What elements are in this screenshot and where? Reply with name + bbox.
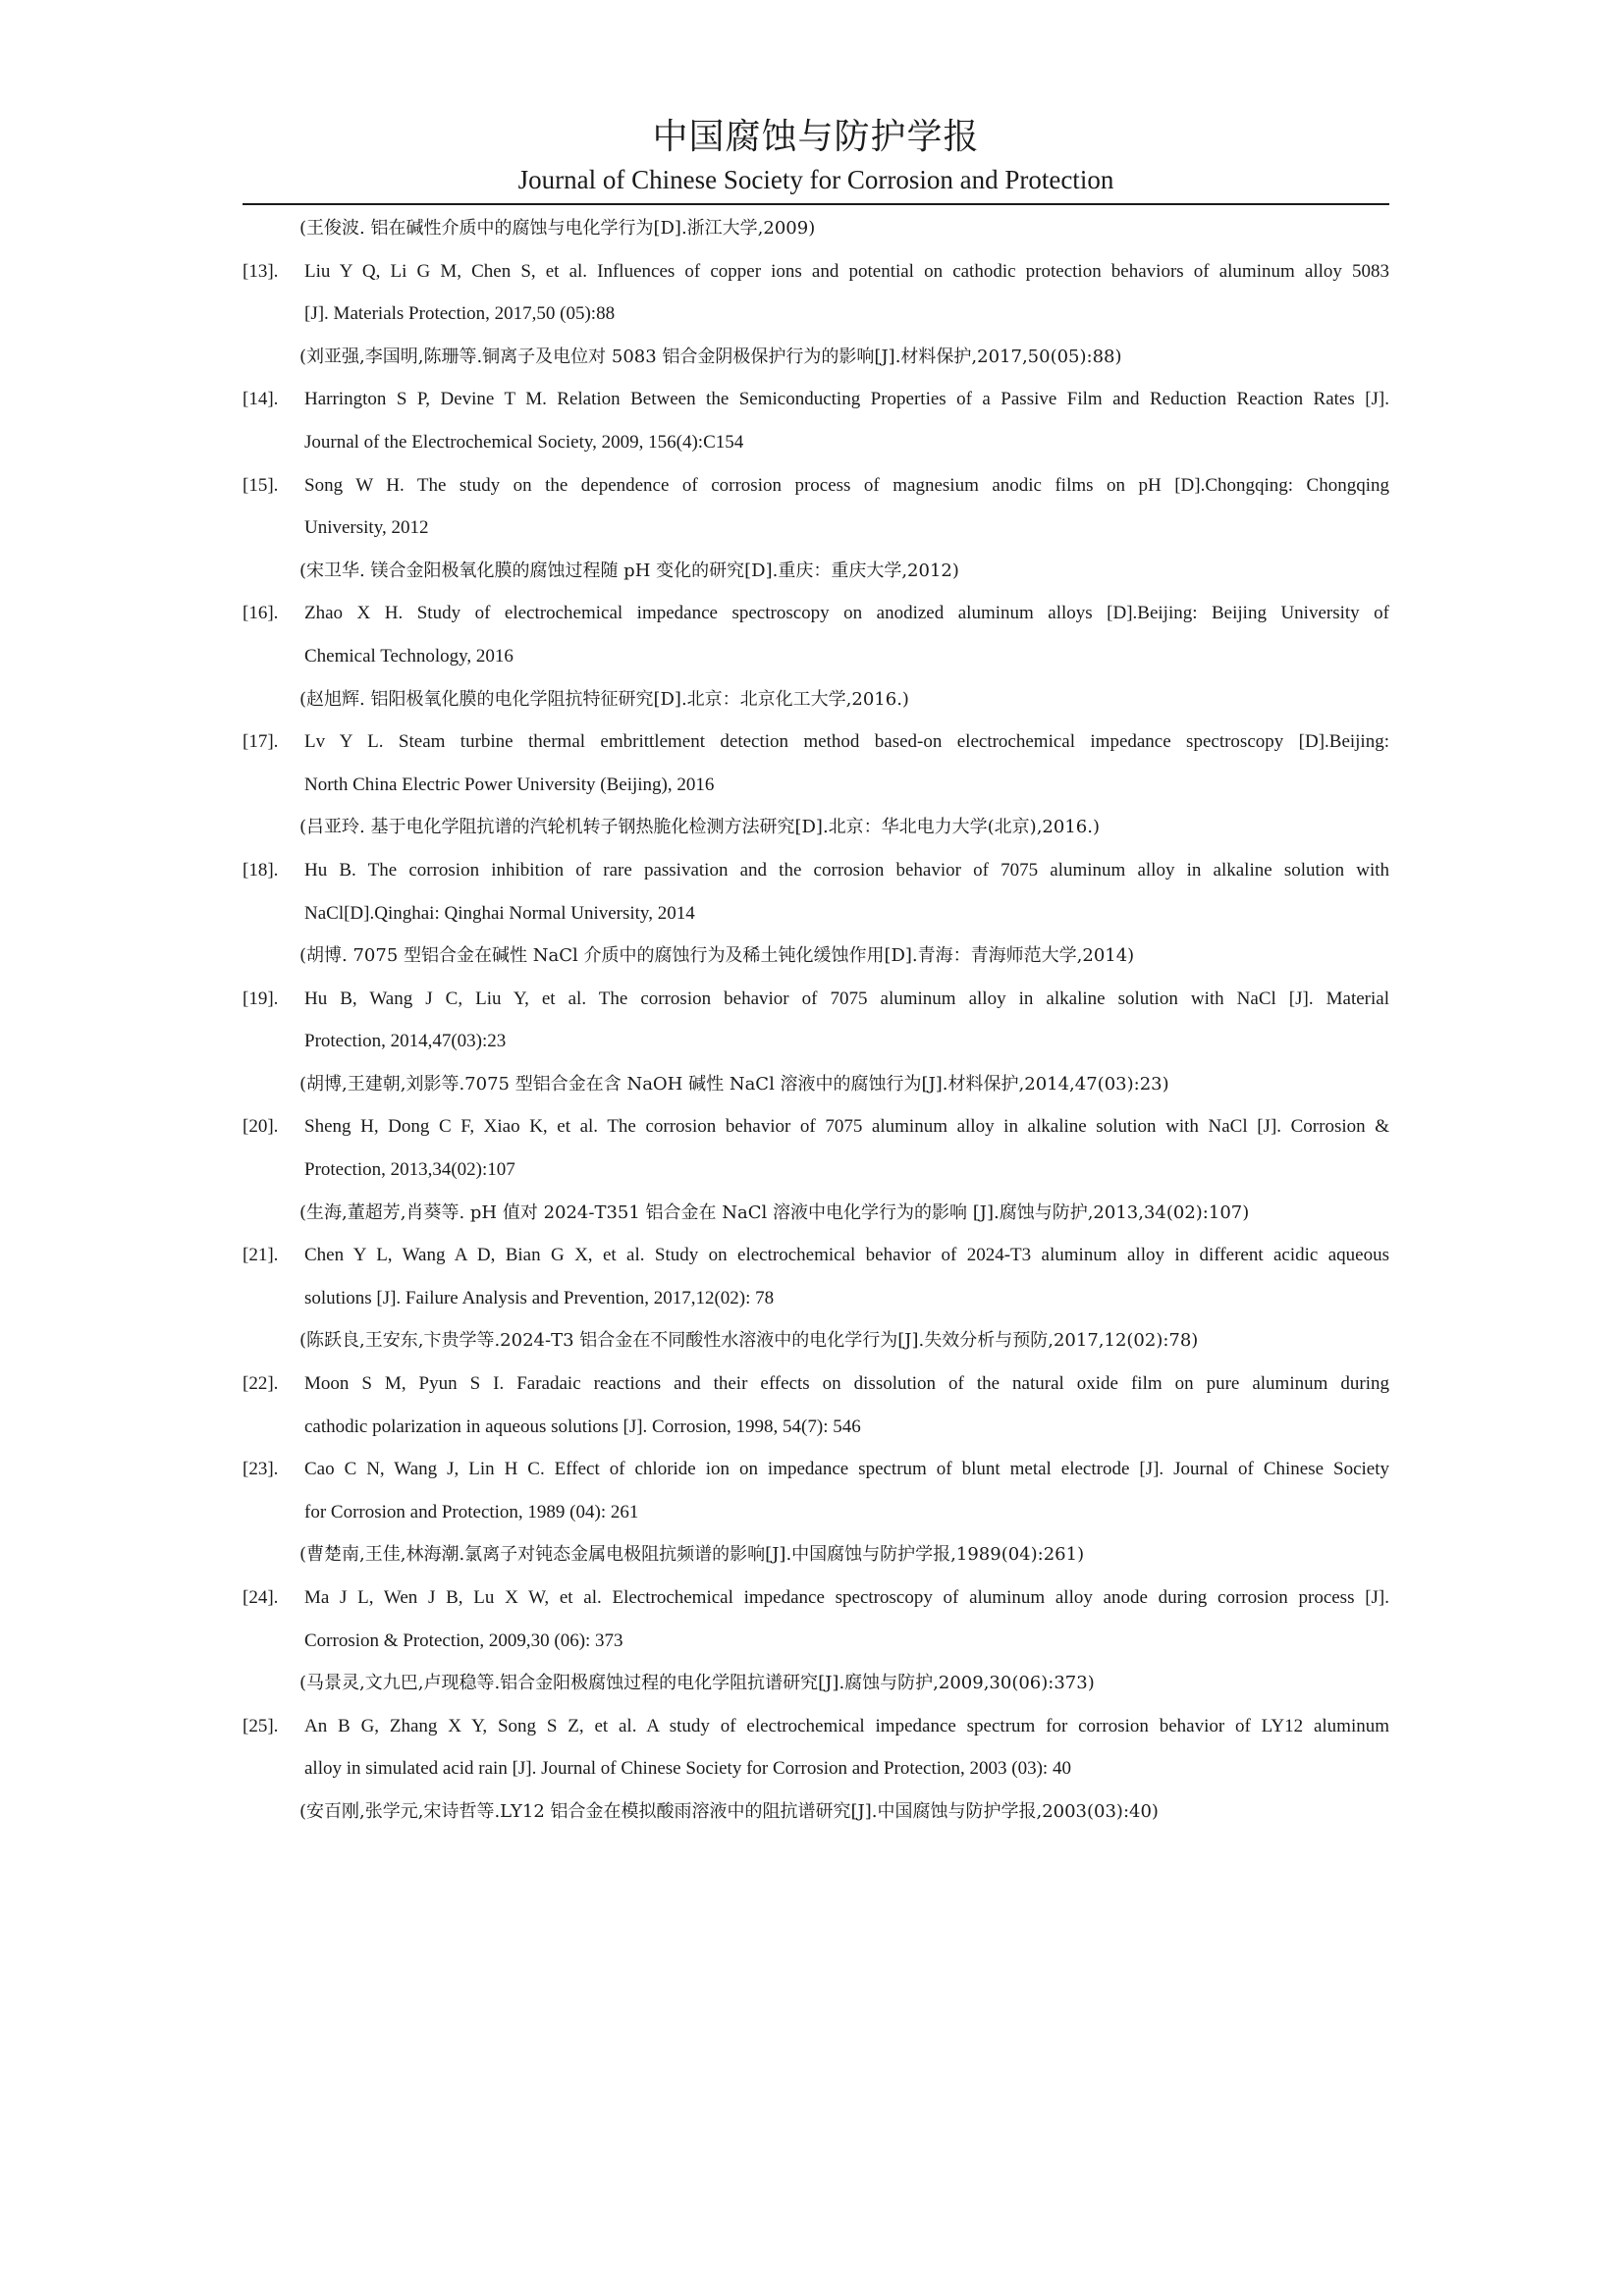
reference-entries bbox=[243, 257, 1391, 1826]
reference-chinese-translation: (吕亚玲. 基于电化学阻抗谱的汽轮机转子钢热脆化检测方法研究[D].北京：华北电力大学(北京),2016.) bbox=[299, 817, 1100, 838]
reference-first-line bbox=[243, 599, 1391, 627]
reference-first-line bbox=[243, 257, 1391, 286]
reference-chinese-translation: (曹楚南,王佳,林海潮.氯离子对钝态金属电极阻抗频谱的影响[J].中国腐蚀与防护学报,1989(04):261) bbox=[299, 1544, 1085, 1566]
reference-chinese-translation: (刘亚强,李国明,陈珊等.铜离子及电位对 5083 铝合金阴极保护行为的影响[J].材料保护,2017,50(05):88) bbox=[299, 346, 1122, 367]
reference-continuation: alloy in simulated acid rain [J]. Journal of Chinese Society for Corrosion and Protection, 2003 (03): 40 bbox=[304, 1758, 1071, 1780]
reference-text: Song W H. The study on the dependence of corrosion process of magnesium anodic films on pH [D].Chongqing: Chongqing bbox=[304, 474, 1389, 496]
reference-first-line bbox=[243, 1583, 1391, 1612]
reference-entry bbox=[243, 1455, 1391, 1569]
reference-number: [14]. bbox=[243, 389, 279, 410]
reference-text: Cao C N, Wang J, Lin H C. Effect of chloride ion on impedance spectrum of blunt metal electrode [J]. Journal of Chinese Society bbox=[304, 1459, 1389, 1480]
reference-continuation: North China Electric Power University (Beijing), 2016 bbox=[304, 774, 715, 795]
reference-continuation: Corrosion & Protection, 2009,30 (06): 373 bbox=[304, 1629, 623, 1651]
reference-chinese-translation: (胡博. 7075 型铝合金在碱性 NaCl 介质中的腐蚀行为及稀土钝化缓蚀作用[D].青海：青海师范大学,2014) bbox=[299, 945, 1135, 967]
reference-text: Hu B. The corrosion inhibition of rare passivation and the corrosion behavior of 7075 aluminum alloy in alkaline solution with bbox=[304, 859, 1389, 881]
reference-continuation: [J]. Materials Protection, 2017,50 (05):88 bbox=[304, 303, 616, 325]
reference-entry bbox=[243, 1241, 1391, 1355]
reference-entry bbox=[243, 1112, 1391, 1226]
reference-text: Liu Y Q, Li G M, Chen S, et al. Influences of copper ions and potential on cathodic protection behaviors of aluminum alloy 5083 bbox=[304, 260, 1389, 282]
reference-number: [15]. bbox=[243, 474, 279, 496]
reference-number: [22]. bbox=[243, 1373, 279, 1395]
reference-first-line bbox=[243, 1369, 1391, 1398]
reference-number: [24]. bbox=[243, 1587, 279, 1608]
reference-text: Zhao X H. Study of electrochemical impedance spectroscopy on anodized aluminum alloys [D].Beijing: Beijing University of bbox=[304, 603, 1389, 624]
reference-number: [23]. bbox=[243, 1459, 279, 1480]
reference-chinese-translation: (胡博,王建朝,刘影等.7075 型铝合金在含 NaOH 碱性 NaCl 溶液中的腐蚀行为[J].材料保护,2014,47(03):23) bbox=[299, 1073, 1169, 1095]
reference-entry bbox=[243, 985, 1391, 1098]
reference-first-line bbox=[243, 385, 1391, 413]
reference-first-line bbox=[243, 985, 1391, 1013]
reference-continuation: University, 2012 bbox=[304, 517, 429, 539]
reference-first-line bbox=[243, 1112, 1391, 1141]
reference-text: Moon S M, Pyun S I. Faradaic reactions and their effects on dissolution of the natural oxide film on pure aluminum during bbox=[304, 1373, 1389, 1395]
reference-entry bbox=[243, 1369, 1391, 1441]
reference-entry bbox=[243, 471, 1391, 585]
reference-entry bbox=[243, 385, 1391, 456]
reference-chinese-translation: (陈跃良,王安东,卞贵学等.2024-T3 铝合金在不同酸性水溶液中的电化学行为[J].失效分析与预防,2017,12(02):78) bbox=[299, 1330, 1199, 1352]
reference-continuation: Chemical Technology, 2016 bbox=[304, 645, 514, 667]
carryover-translation: (王俊波. 铝在碱性介质中的腐蚀与电化学行为[D].浙江大学,2009) bbox=[299, 218, 816, 239]
reference-number: [25]. bbox=[243, 1715, 279, 1736]
reference-first-line bbox=[243, 727, 1391, 756]
reference-text: Hu B, Wang J C, Liu Y, et al. The corrosion behavior of 7075 aluminum alloy in alkaline solution with NaCl [J]. Material bbox=[304, 988, 1389, 1009]
reference-first-line bbox=[243, 1241, 1391, 1269]
reference-number: [20]. bbox=[243, 1116, 279, 1138]
reference-continuation: Protection, 2014,47(03):23 bbox=[304, 1031, 507, 1052]
reference-continuation: NaCl[D].Qinghai: Qinghai Normal University, 2014 bbox=[304, 902, 695, 924]
reference-entry bbox=[243, 856, 1391, 970]
header-divider bbox=[243, 203, 1389, 205]
journal-header bbox=[243, 116, 1389, 196]
reference-text: Ma J L, Wen J B, Lu X W, et al. Electrochemical impedance spectroscopy of aluminum alloy anode during corrosion process [J]. bbox=[304, 1587, 1389, 1608]
reference-list bbox=[243, 214, 1391, 1841]
reference-entry bbox=[243, 1712, 1391, 1826]
reference-chinese-translation: (安百刚,张学元,宋诗哲等.LY12 铝合金在模拟酸雨溶液中的阻抗谱研究[J].中国腐蚀与防护学报,2003(03):40) bbox=[299, 1800, 1159, 1822]
reference-text: An B G, Zhang X Y, Song S Z, et al. A study of electrochemical impedance spectrum for corrosion behavior of LY12 aluminum bbox=[304, 1715, 1389, 1736]
reference-continuation: cathodic polarization in aqueous solutions [J]. Corrosion, 1998, 54(7): 546 bbox=[304, 1415, 861, 1437]
journal-title-cn: 中国腐蚀与防护学报 bbox=[652, 117, 980, 157]
reference-text: Lv Y L. Steam turbine thermal embrittlement detection method based-on electrochemical impedance spectroscopy [D].Beijing: bbox=[304, 731, 1389, 753]
reference-continuation: Journal of the Electrochemical Society, 2009, 156(4):C154 bbox=[304, 431, 744, 453]
reference-number: [16]. bbox=[243, 603, 279, 624]
reference-chinese-translation: (生海,董超芳,肖葵等. pH 值对 2024-T351 铝合金在 NaCl 溶液中电化学行为的影响 [J].腐蚀与防护,2013,34(02):107) bbox=[299, 1201, 1250, 1223]
reference-text: Sheng H, Dong C F, Xiao K, et al. The corrosion behavior of 7075 aluminum alloy in alkaline solution with NaCl [J]. Corrosion & bbox=[304, 1116, 1389, 1138]
reference-chinese-translation: (赵旭辉. 铝阳极氧化膜的电化学阻抗特征研究[D].北京：北京化工大学,2016.) bbox=[299, 688, 909, 710]
reference-number: [21]. bbox=[243, 1245, 279, 1266]
reference-text: Harrington S P, Devine T M. Relation Between the Semiconducting Properties of a Passive Film and Reduction Reaction Rates [J]. bbox=[304, 389, 1389, 410]
reference-continuation: for Corrosion and Protection, 1989 (04): 261 bbox=[304, 1501, 639, 1522]
reference-number: [18]. bbox=[243, 859, 279, 881]
reference-first-line bbox=[243, 1712, 1391, 1740]
reference-chinese-translation: (宋卫华. 镁合金阳极氧化膜的腐蚀过程随 pH 变化的研究[D].重庆：重庆大学,2012) bbox=[299, 560, 959, 581]
reference-first-line bbox=[243, 856, 1391, 884]
reference-first-line bbox=[243, 1455, 1391, 1483]
reference-entry bbox=[243, 599, 1391, 713]
journal-title-en: Journal of Chinese Society for Corrosion and Protection bbox=[517, 165, 1114, 194]
reference-entry bbox=[243, 727, 1391, 841]
reference-chinese-translation: (马景灵,文九巴,卢现稳等.铝合金阳极腐蚀过程的电化学阻抗谱研究[J].腐蚀与防护,2009,30(06):373) bbox=[299, 1673, 1095, 1694]
reference-continuation: solutions [J]. Failure Analysis and Prevention, 2017,12(02): 78 bbox=[304, 1287, 775, 1308]
reference-number: [19]. bbox=[243, 988, 279, 1009]
reference-continuation: Protection, 2013,34(02):107 bbox=[304, 1159, 515, 1181]
reference-text: Chen Y L, Wang A D, Bian G X, et al. Study on electrochemical behavior of 2024-T3 aluminum alloy in different acidic aqueous bbox=[304, 1245, 1389, 1266]
reference-number: [17]. bbox=[243, 731, 279, 753]
reference-entry bbox=[243, 257, 1391, 371]
reference-number: [13]. bbox=[243, 260, 279, 282]
reference-first-line bbox=[243, 471, 1391, 500]
reference-entry bbox=[243, 1583, 1391, 1697]
